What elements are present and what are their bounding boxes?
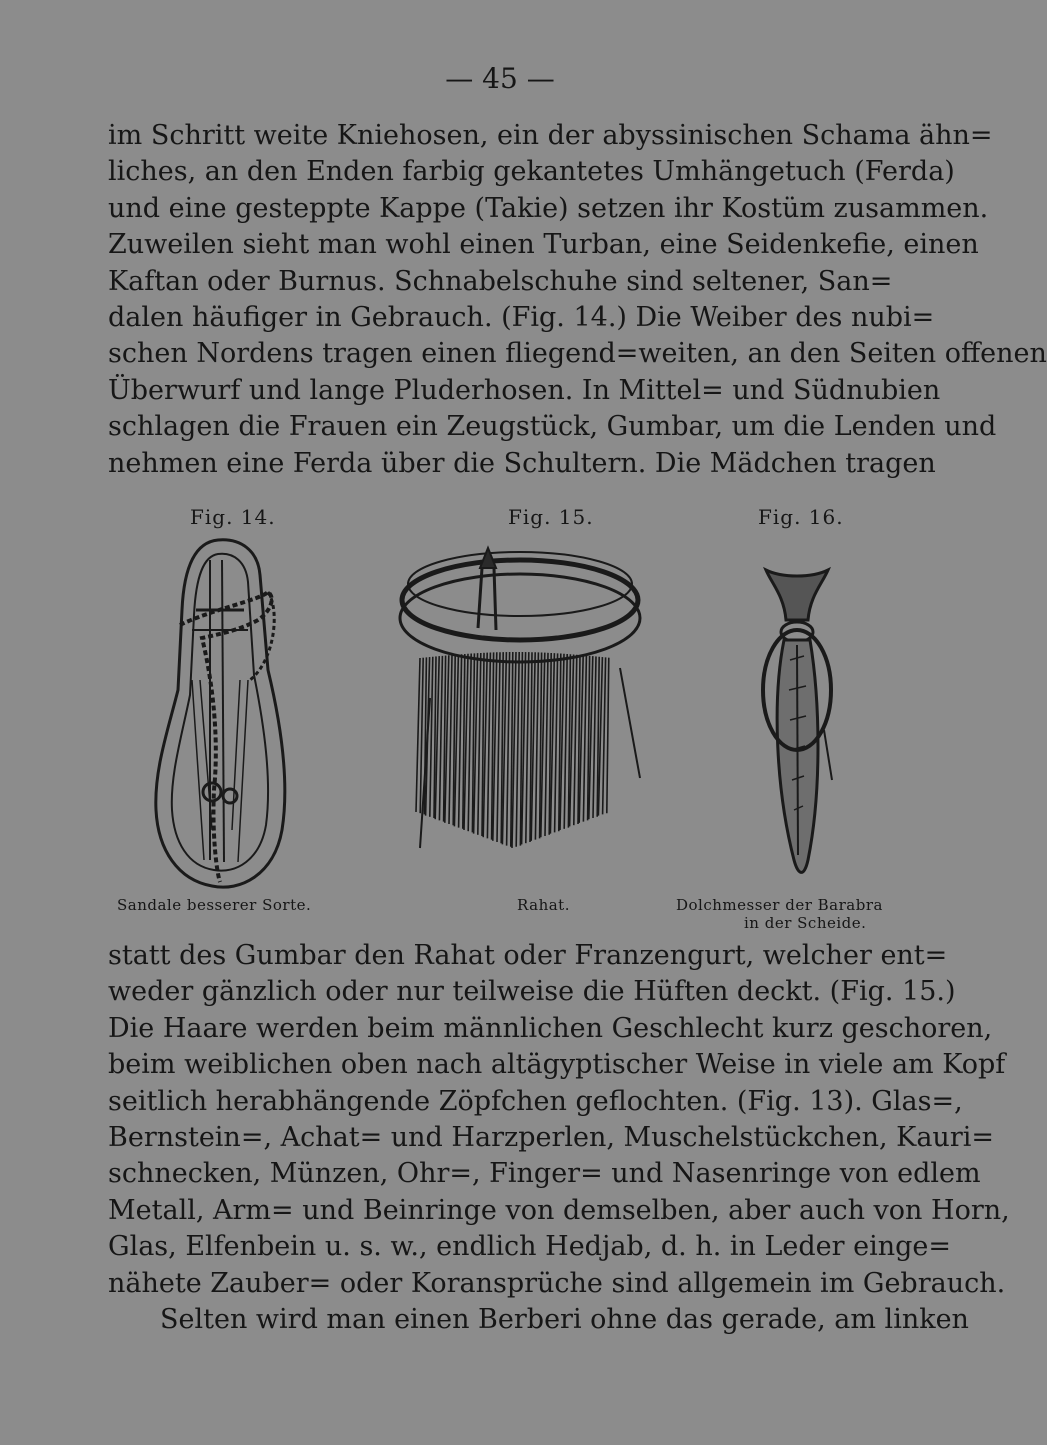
fringe-strand [574,655,577,825]
text-line: beim weiblichen oben nach altägyptischer Weise in viele am Kopf [108,1049,1006,1081]
paragraph-bottom [108,938,1010,1338]
fringe-strand [583,656,586,822]
text-line: seitlich herabhängende Zöpfchen geflochten. (Fig. 13). Glas=, [108,1085,963,1117]
fringe-strand [449,655,452,824]
paragraph-top [108,118,1047,482]
text-line: Zuweilen sieht man wohl einen Turban, eine Seidenkefie, einen [108,229,979,261]
fringe-strand [420,658,423,814]
fringe-strand [593,656,596,818]
text-line: nähete Zauber= oder Koransprüche sind allgemein im Gebrauch. [108,1267,1006,1299]
text-line: im Schritt weite Kniehosen, ein der abyssinischen Schama ähn= [108,120,993,151]
text-line: Kaftan oder Burnus. Schnabelschuhe sind seltener, San= [108,265,893,297]
text-line: weder gänzlich oder nur teilweise die Hüften deckt. (Fig. 15.) [108,976,956,1008]
text-line: Selten wird man einen Berberi ohne das gerade, am linken [160,1303,969,1335]
text-line: Die Haare werden beim männlichen Geschlecht kurz geschoren, [108,1012,993,1044]
text-line: liches, an den Enden farbig gekantetes Umhängetuch (Ferda) [108,156,955,188]
rahat-illustration [370,548,660,878]
fringe-strand [497,652,500,842]
fringe-strand [564,654,567,829]
fringe-strand [607,658,609,814]
figure-15-caption: Rahat. [517,896,570,914]
sandal-illustration [140,530,300,895]
text-line: dalen häufiger in Gebrauch. (Fig. 14.) Die Weiber des nubi= [108,301,935,333]
fringe-strand [439,656,442,821]
figure-14-label: Fig. 14. [190,505,276,529]
fringe-strand [416,658,420,812]
text-line: Glas, Elfenbein u. s. w., endlich Hedjab, d. h. in Leder einge= [108,1231,952,1263]
fringe-strand [555,653,558,832]
fringe-strand [507,652,510,846]
figure-16-caption-line2: in der Scheide. [744,914,867,932]
fringe-strand [478,653,481,835]
text-line: und eine gesteppte Kappe (Takie) setzen ihr Kostüm zusammen. [108,192,989,224]
figure-16-caption-line1: Dolchmesser der Barabra [676,896,883,914]
fringe-strand [487,653,490,839]
text-line: Überwurf und lange Pluderhosen. In Mittel= und Südnubien [108,374,941,406]
text-line: schlagen die Frauen ein Zeugstück, Gumbar, um die Lenden und [108,411,997,443]
text-line: Metall, Arm= und Beinringe von demselben, aber auch von Horn, [108,1194,1010,1226]
fringe-strand [535,652,538,839]
fringe-strand [526,652,529,843]
figure-14-caption: Sandale besserer Sorte. [117,896,312,914]
dagger-illustration [752,560,842,880]
text-line: schen Nordens tragen einen fliegend=weiten, an den Seiten offenen [108,338,1047,370]
fringe-strand [468,654,471,832]
figure-15-label: Fig. 15. [508,505,594,529]
figure-16-label: Fig. 16. [758,505,844,529]
fringe-strand [430,657,433,817]
fringe-strand [603,657,606,814]
text-line: Bernstein=, Achat= und Harzperlen, Muschelstückchen, Kauri= [108,1121,994,1153]
text-line: schnecken, Münzen, Ohr=, Finger= und Nasenringe von edlem [108,1158,981,1190]
text-line: statt des Gumbar den Rahat oder Franzengurt, welcher ent= [108,940,948,971]
fringe-strand [459,654,462,827]
fringe-strand [516,652,519,847]
text-line: nehmen eine Ferda über die Schultern. Die Mädchen tragen [108,447,936,479]
fringe-strand [545,653,548,836]
page-number: — 45 — [445,62,555,95]
